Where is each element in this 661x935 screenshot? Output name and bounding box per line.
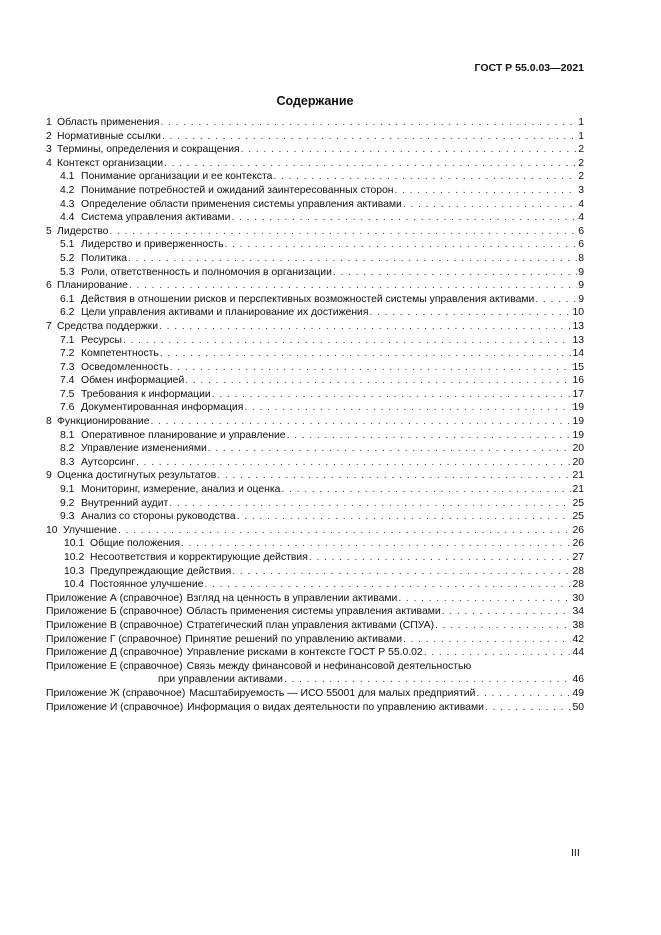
toc-entry-number: 8 bbox=[46, 416, 52, 428]
toc-entry-title: Требования к информации bbox=[81, 388, 211, 400]
dot-leader bbox=[205, 578, 572, 592]
toc-entry-title: Управление изменениями bbox=[81, 443, 207, 455]
toc-entry-page: 19 bbox=[572, 429, 584, 441]
dot-leader bbox=[435, 619, 571, 633]
toc-entry-title: Область применения bbox=[57, 117, 160, 128]
toc-entry-title: Лидерство и приверженность bbox=[81, 239, 224, 251]
toc-entry[interactable] bbox=[46, 293, 584, 307]
dot-leader bbox=[123, 334, 571, 348]
toc-entry-page: 25 bbox=[572, 497, 584, 509]
toc-entry-page: 10 bbox=[572, 307, 584, 319]
toc-entry-number: 8.2 bbox=[60, 443, 75, 455]
dot-leader bbox=[169, 497, 571, 511]
toc-entry-page: 19 bbox=[572, 416, 584, 428]
toc-entry[interactable] bbox=[46, 306, 584, 320]
dot-leader bbox=[241, 143, 578, 157]
toc-entry-page: 13 bbox=[572, 320, 584, 332]
dot-leader bbox=[224, 238, 577, 252]
toc-entry[interactable] bbox=[46, 320, 584, 334]
toc-entry-page: 2 bbox=[578, 144, 584, 156]
toc-entry-page: 38 bbox=[572, 619, 584, 631]
toc-entry-number: 4.2 bbox=[60, 184, 75, 196]
toc-entry[interactable] bbox=[46, 565, 584, 579]
toc-entry-number: 7 bbox=[46, 320, 52, 332]
toc-entry-title: Постоянное улучшение bbox=[90, 579, 204, 591]
toc-entry-number: 10.3 bbox=[64, 565, 85, 577]
toc-entry-page: 13 bbox=[572, 334, 584, 346]
document-designation: ГОСТ Р 55.0.03—2021 bbox=[474, 62, 584, 74]
toc-entry-number: 7.3 bbox=[60, 361, 75, 373]
dot-leader bbox=[217, 469, 571, 483]
toc-entry-page: 34 bbox=[572, 606, 584, 618]
toc-entry-number: 10 bbox=[46, 524, 58, 536]
toc-entry-number: Приложение А (справочное) bbox=[46, 592, 183, 604]
toc-entry-page: 8 bbox=[578, 252, 584, 264]
toc-entry-title: Планирование bbox=[57, 280, 128, 292]
toc-entry[interactable] bbox=[46, 198, 584, 212]
toc-entry-title: Общие положения bbox=[90, 538, 180, 550]
toc-entry[interactable] bbox=[46, 388, 584, 402]
toc-entry-title: Лидерство bbox=[57, 225, 109, 237]
toc-entry-title: Анализ со стороны руководства bbox=[81, 511, 236, 523]
toc-entry-title: Контекст организации bbox=[57, 157, 164, 169]
dot-leader bbox=[281, 483, 571, 497]
toc-entry-number: Приложение Ж (справочное) bbox=[46, 687, 186, 699]
toc-entry[interactable] bbox=[46, 170, 584, 184]
toc-entry-number: 9.1 bbox=[60, 484, 75, 496]
toc-entry-title: Документированная информация bbox=[81, 402, 244, 414]
toc-entry[interactable] bbox=[46, 266, 584, 280]
toc-entry-page: 27 bbox=[572, 552, 584, 563]
toc-entry-page: 1 bbox=[578, 130, 584, 142]
dot-leader bbox=[309, 551, 572, 565]
toc-entry-title: Предупреждающие действия bbox=[90, 565, 232, 577]
dot-leader bbox=[129, 279, 577, 293]
toc-entry[interactable] bbox=[46, 238, 584, 252]
dot-leader bbox=[181, 537, 571, 551]
toc-entry-page: 14 bbox=[572, 348, 584, 360]
toc-entry-page: 44 bbox=[572, 647, 584, 659]
dot-leader bbox=[151, 415, 572, 429]
toc-entry[interactable] bbox=[46, 660, 584, 674]
dot-leader bbox=[164, 157, 577, 171]
dot-leader bbox=[109, 225, 577, 239]
toc-entry-number: 8.3 bbox=[60, 456, 75, 468]
toc-entry[interactable] bbox=[46, 361, 584, 375]
dot-leader bbox=[535, 293, 577, 307]
toc-entry-number: 4.3 bbox=[60, 198, 75, 210]
toc-entry-number: 5.3 bbox=[60, 266, 75, 278]
toc-entry-page: 21 bbox=[572, 484, 584, 496]
toc-entry[interactable] bbox=[46, 551, 584, 565]
toc-entry-number: 5.2 bbox=[60, 252, 75, 264]
toc-entry-title: Информация о видах деятельности по управлению активами bbox=[187, 701, 484, 713]
toc-entry[interactable] bbox=[46, 401, 584, 415]
dot-leader bbox=[185, 374, 571, 388]
toc-entry[interactable] bbox=[46, 578, 584, 592]
toc-entry-title: Стратегический план управления активами (СПУА) bbox=[186, 619, 435, 631]
toc-entry-number: 1 bbox=[46, 117, 52, 128]
toc-entry-title: Принятие решений по управлению активами bbox=[185, 633, 403, 645]
dot-leader bbox=[244, 401, 571, 415]
toc-entry[interactable] bbox=[46, 524, 584, 538]
toc-entry[interactable] bbox=[46, 184, 584, 198]
dot-leader bbox=[442, 605, 572, 619]
toc-entry[interactable] bbox=[46, 143, 584, 157]
toc-entry[interactable] bbox=[46, 633, 584, 647]
toc-entry-page: 19 bbox=[572, 402, 584, 414]
toc-entry-page: 9 bbox=[578, 266, 584, 278]
dot-leader bbox=[284, 673, 571, 687]
toc-entry[interactable] bbox=[46, 619, 584, 633]
toc-entry-number: Приложение Е (справочное) bbox=[46, 660, 183, 672]
dot-leader bbox=[208, 442, 572, 456]
toc-entry-title: Несоответствия и корректирующие действия bbox=[90, 552, 308, 563]
toc-entry[interactable] bbox=[46, 469, 584, 483]
toc-entry[interactable] bbox=[46, 605, 584, 619]
dot-leader bbox=[128, 252, 577, 266]
toc-entry[interactable] bbox=[46, 279, 584, 293]
toc-entry[interactable] bbox=[46, 374, 584, 388]
dot-leader bbox=[370, 306, 572, 320]
toc-entry-title: Связь между финансовой и нефинансовой деятельностью bbox=[186, 660, 472, 672]
dot-leader bbox=[160, 347, 572, 361]
page-number: III bbox=[571, 847, 580, 859]
dot-leader bbox=[159, 320, 571, 334]
toc-entry-number: 8.1 bbox=[60, 429, 75, 441]
toc-entry[interactable] bbox=[46, 334, 584, 348]
toc-entry-page: 46 bbox=[572, 674, 584, 686]
toc-entry[interactable] bbox=[46, 592, 584, 606]
toc-entry-number: 6 bbox=[46, 280, 52, 292]
toc-entry-number: 7.5 bbox=[60, 388, 75, 400]
toc-entry-number: Приложение Г (справочное) bbox=[46, 633, 182, 645]
toc-entry-page: 9 bbox=[578, 280, 584, 292]
toc-entry-page: 26 bbox=[572, 524, 584, 536]
toc-entry-number: 7.1 bbox=[60, 334, 75, 346]
toc-entry-page: 28 bbox=[572, 565, 584, 577]
toc-entry[interactable] bbox=[46, 211, 584, 225]
toc-entry-title: Ресурсы bbox=[81, 334, 122, 346]
toc-entry-number: 5.1 bbox=[60, 239, 75, 251]
toc-entry-title: Определение области применения системы управления активами bbox=[81, 198, 402, 210]
toc-entry[interactable] bbox=[46, 347, 584, 361]
toc-entry-page: 42 bbox=[572, 633, 584, 645]
toc-entry-title-continuation: при управлении активами bbox=[158, 674, 283, 686]
dot-leader bbox=[273, 170, 577, 184]
dot-leader bbox=[485, 701, 572, 715]
toc-entry-page: 4 bbox=[578, 198, 584, 210]
toc-entry-title: Действия в отношении рисков и перспективных возможностей системы управления активами bbox=[81, 293, 535, 305]
toc-entry-page: 17 bbox=[572, 388, 584, 400]
toc-entry-number: 5 bbox=[46, 225, 52, 237]
toc-entry[interactable] bbox=[46, 225, 584, 239]
contents-title: Содержание bbox=[276, 94, 354, 108]
toc-entry-continuation[interactable] bbox=[46, 673, 584, 687]
toc-entry-title: Политика bbox=[81, 252, 128, 264]
toc-entry-number: 7.2 bbox=[60, 348, 75, 360]
toc-entry[interactable] bbox=[46, 130, 584, 144]
toc-entry-title: Роли, ответственность и полномочия в организации bbox=[81, 266, 332, 278]
toc-entry-page: 6 bbox=[578, 239, 584, 251]
dot-leader bbox=[287, 429, 572, 443]
toc-entry[interactable] bbox=[46, 415, 584, 429]
toc-entry-page: 20 bbox=[572, 443, 584, 455]
dot-leader bbox=[136, 456, 571, 470]
toc-entry[interactable] bbox=[46, 116, 584, 130]
toc-entry-number: Приложение Б (справочное) bbox=[46, 606, 183, 618]
toc-entry-number: 4.4 bbox=[60, 212, 75, 224]
toc-entry-number: 3 bbox=[46, 144, 52, 156]
toc-entry-page: 50 bbox=[572, 701, 584, 713]
toc-entry-number: Приложение И (справочное) bbox=[46, 701, 184, 713]
toc-entry-title: Внутренний аудит bbox=[81, 497, 169, 509]
toc-entry[interactable] bbox=[46, 252, 584, 266]
toc-entry[interactable] bbox=[46, 687, 584, 701]
toc-entry-title: Улучшение bbox=[63, 524, 118, 536]
dot-leader bbox=[160, 116, 577, 130]
toc-entry-title: Обмен информацией bbox=[81, 375, 185, 387]
dot-leader bbox=[232, 565, 571, 579]
toc-entry-title: Масштабируемость — ИСО 55001 для малых предприятий bbox=[189, 687, 476, 699]
toc-entry-number: 9.2 bbox=[60, 497, 75, 509]
toc-entry-number: 9.3 bbox=[60, 511, 75, 523]
toc-entry-page: 28 bbox=[572, 579, 584, 591]
toc-entry-number: 4 bbox=[46, 157, 52, 169]
toc-entry-title: Аутсорсинг bbox=[81, 456, 136, 468]
toc-entry[interactable] bbox=[46, 483, 584, 497]
toc-entry-title: Цели управления активами и планирование их достижения bbox=[81, 307, 369, 319]
dot-leader bbox=[395, 184, 578, 198]
toc-entry-number: 6.2 bbox=[60, 307, 75, 319]
toc-entry-title: Система управления активами bbox=[81, 212, 231, 224]
table-of-contents bbox=[46, 116, 584, 714]
dot-leader bbox=[398, 592, 571, 606]
toc-entry-title: Понимание потребностей и ожиданий заинтересованных сторон bbox=[81, 184, 394, 196]
toc-entry-page: 49 bbox=[572, 687, 584, 699]
toc-entry-number: 10.2 bbox=[64, 552, 85, 563]
toc-entry-page: 30 bbox=[572, 592, 584, 604]
toc-entry[interactable] bbox=[46, 701, 584, 715]
dot-leader bbox=[333, 266, 577, 280]
toc-entry[interactable] bbox=[46, 429, 584, 443]
dot-leader bbox=[424, 646, 572, 660]
toc-entry-page: 4 bbox=[578, 212, 584, 224]
toc-entry-page: 9 bbox=[578, 293, 584, 305]
toc-entry-title: Нормативные ссылки bbox=[57, 130, 161, 142]
toc-entry-page: 15 bbox=[572, 361, 584, 373]
dot-leader bbox=[403, 633, 571, 647]
toc-entry-title: Понимание организации и ее контекста bbox=[81, 171, 273, 183]
dot-leader bbox=[170, 361, 572, 375]
dot-leader bbox=[162, 130, 577, 144]
toc-entry-title: Область применения системы управления активами bbox=[186, 606, 441, 618]
toc-entry-title: Термины, определения и сокращения bbox=[57, 144, 240, 156]
toc-entry[interactable] bbox=[46, 442, 584, 456]
toc-entry[interactable] bbox=[46, 157, 584, 171]
toc-entry-title: Оперативное планирование и управление bbox=[81, 429, 286, 441]
toc-entry-page: 3 bbox=[578, 184, 584, 196]
toc-entry-title: Мониторинг, измерение, анализ и оценка bbox=[81, 484, 281, 496]
toc-entry-number: Приложение Д (справочное) bbox=[46, 647, 183, 659]
toc-entry-page: 21 bbox=[572, 470, 584, 482]
toc-entry-page: 26 bbox=[572, 538, 584, 550]
toc-entry-page: 20 bbox=[572, 456, 584, 468]
toc-entry-number: Приложение В (справочное) bbox=[46, 619, 183, 631]
toc-entry-page: 25 bbox=[572, 511, 584, 523]
dot-leader bbox=[118, 524, 571, 538]
toc-entry-page: 2 bbox=[578, 171, 584, 183]
toc-entry-title: Взгляд на ценность в управлении активами bbox=[186, 592, 398, 604]
toc-entry-title: Компетентность bbox=[81, 348, 159, 360]
toc-entry-title: Осведомленность bbox=[81, 361, 169, 373]
toc-entry-page: 1 bbox=[578, 117, 584, 128]
toc-entry[interactable] bbox=[46, 497, 584, 511]
toc-entry[interactable] bbox=[46, 537, 584, 551]
toc-entry[interactable] bbox=[46, 456, 584, 470]
toc-entry-number: 9 bbox=[46, 470, 52, 482]
toc-entry-number: 6.1 bbox=[60, 293, 75, 305]
toc-entry-number: 2 bbox=[46, 130, 52, 142]
toc-entry-page: 2 bbox=[578, 157, 584, 169]
dot-leader bbox=[237, 510, 572, 524]
toc-entry-title: Управление рисками в контексте ГОСТ Р 55.0.02 bbox=[186, 647, 423, 659]
toc-entry-number: 7.6 bbox=[60, 402, 75, 414]
toc-entry-title: Оценка достигнутых результатов bbox=[57, 470, 217, 482]
toc-entry-page: 16 bbox=[572, 375, 584, 387]
dot-leader bbox=[212, 388, 572, 402]
toc-entry-number: 4.1 bbox=[60, 171, 75, 183]
toc-entry[interactable] bbox=[46, 646, 584, 660]
toc-entry-number: 7.4 bbox=[60, 375, 75, 387]
dot-leader bbox=[231, 211, 577, 225]
toc-entry[interactable] bbox=[46, 510, 584, 524]
toc-entry-title: Средства поддержки bbox=[57, 320, 159, 332]
toc-entry-number: 10.1 bbox=[64, 538, 85, 550]
toc-entry-number: 10.4 bbox=[64, 579, 85, 591]
dot-leader bbox=[403, 198, 577, 212]
toc-entry-title: Функционирование bbox=[57, 416, 150, 428]
dot-leader bbox=[476, 687, 571, 701]
toc-entry-page: 6 bbox=[578, 225, 584, 237]
